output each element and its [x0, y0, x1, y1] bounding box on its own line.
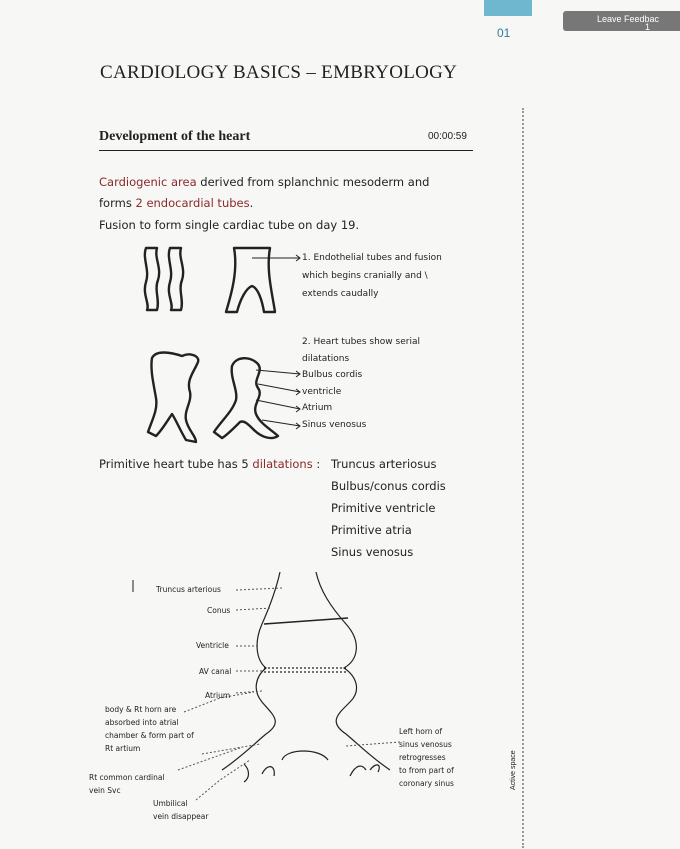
dilatation-1: Truncus arteriosus	[331, 457, 437, 471]
note-endothelial-tubes: 1. Endothelial tubes and fusion which begins cranially and \ extends caudally	[302, 253, 442, 299]
label-body-rt-horn: body & Rt horn are absorbed into atrial chamber & form part of Rt artium	[105, 705, 194, 753]
label-ventricle: Ventricle	[196, 641, 229, 650]
heart-tube-sketch-1	[148, 353, 198, 443]
arrows-note-2	[256, 370, 300, 429]
dilatation-3: Primitive ventricle	[331, 501, 436, 515]
active-space-label: Active space	[510, 750, 517, 790]
arrow-note-1	[252, 255, 300, 261]
intro-line-2: forms 2 endocardial tubes.	[99, 196, 254, 210]
label-umbilical: Umbilical vein disappear	[153, 799, 209, 821]
label-conus: Conus	[207, 606, 231, 615]
dilatation-4: Primitive atria	[331, 523, 412, 537]
section-title: Development of the heart	[99, 129, 251, 144]
feedback-count: 1	[645, 22, 651, 32]
label-rt-common-cardinal: Rt common cardinal vein Svc	[89, 773, 165, 795]
label-atrium: Atrium	[205, 691, 231, 700]
page-title: CARDIOLOGY BASICS – EMBRYOLOGY	[100, 62, 458, 83]
heart-tube-diagram	[222, 572, 390, 782]
label-truncus: Truncus arterious	[156, 585, 221, 594]
label-left-horn: Left horn of sinus venosus retrogresses to from part of coronary sinus	[399, 727, 454, 788]
heart-tube-sketch-2	[214, 358, 278, 438]
primitive-heart-tube-text: Primitive heart tube has 5 dilatations :	[99, 457, 321, 471]
endocardial-tube-right-sketch	[169, 248, 183, 310]
dilatation-5: Sinus venosus	[331, 545, 414, 559]
timestamp: 00:00:59	[428, 131, 467, 142]
intro-line-1: Cardiogenic area derived from splanchnic mesoderm and	[99, 175, 430, 189]
endocardial-tube-left-sketch	[145, 248, 159, 310]
intro-line-3: Fusion to form single cardiac tube on day 19.	[99, 218, 360, 232]
note-heart-tubes: 2. Heart tubes show serial dilatations Bulbus cordis ventricle Atrium Sinus venosus	[302, 337, 420, 430]
page-number: 01	[497, 26, 511, 40]
label-av-canal: AV canal	[199, 667, 232, 676]
dilatation-2: Bulbus/conus cordis	[331, 479, 446, 493]
feedback-label: Leave Feedbac	[597, 14, 660, 24]
